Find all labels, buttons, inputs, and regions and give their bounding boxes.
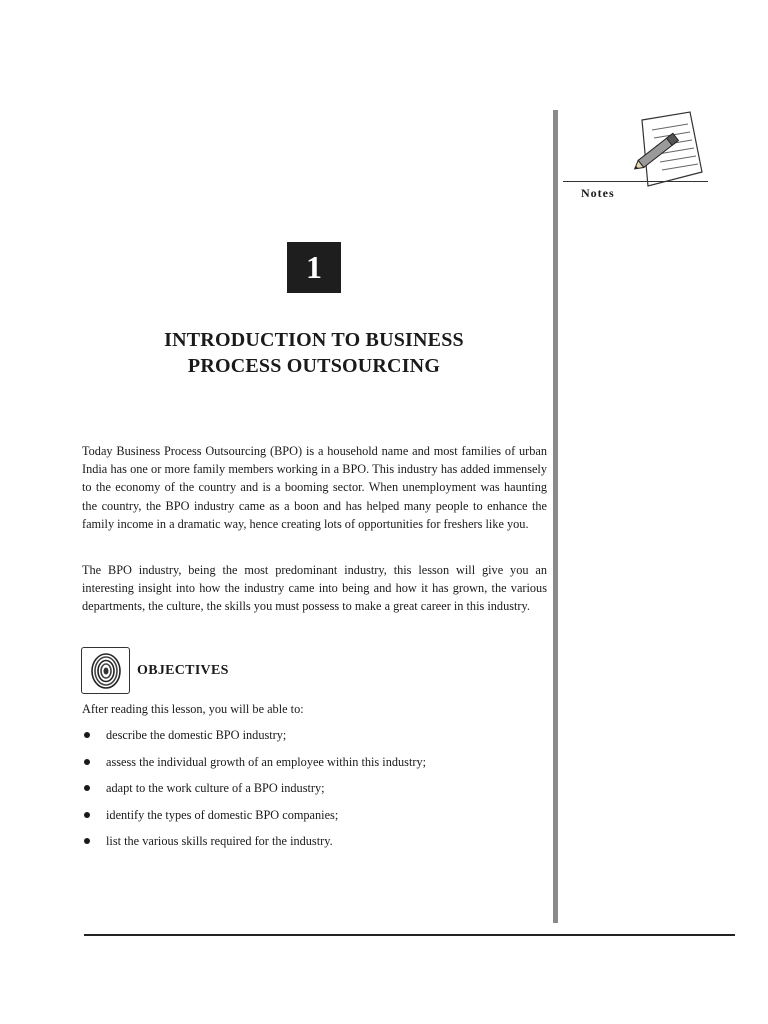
bullet-icon: [84, 812, 90, 818]
notepad-pencil-icon: [628, 110, 704, 190]
chapter-title-line1: INTRODUCTION TO BUSINESS: [164, 329, 464, 351]
objective-text: describe the domestic BPO industry;: [106, 728, 287, 742]
bullet-icon: [84, 838, 90, 844]
target-icon: [81, 647, 130, 694]
objective-text: adapt to the work culture of a BPO industry;: [106, 781, 325, 795]
chapter-title-line2: PROCESS OUTSOURCING: [187, 355, 441, 377]
intro-paragraph-1: Today Business Process Outsourcing (BPO) is a household name and most families of urban India has one or more family members working in a BPO. This industry has added immensely to the economy of the country and is a booming sector. When unemployment was haunting the country, the BPO industry came as a boon and has helped many people to enhance the family income in a dramatic way, hence creating lots of opportunities for freshers like you.: [82, 444, 547, 531]
chapter-number: 1: [287, 242, 341, 293]
notes-underline: [563, 181, 708, 182]
objective-text: identify the types of domestic BPO companies;: [106, 807, 339, 822]
list-item: [82, 807, 542, 834]
footer-rule: [84, 934, 735, 936]
bullet-icon: [84, 732, 90, 738]
objectives-intro: After reading this lesson, you will be able to:: [82, 702, 304, 716]
bullet-icon: [84, 785, 90, 791]
chapter-title: [84, 327, 544, 379]
list-item: [82, 780, 542, 807]
list-item: [82, 727, 542, 754]
objective-text: assess the individual growth of an employee within this industry;: [106, 754, 427, 769]
objectives-list: [82, 727, 542, 860]
list-item: [82, 833, 542, 860]
margin-divider: [553, 110, 558, 923]
notes-label: Notes: [581, 186, 615, 200]
intro-paragraph-2: The BPO industry, being the most predominant industry, this lesson will give you an interesting insight into how the industry came into being and how it has grown, the various departments, the culture, the skills you must possess to make a great career in this industry.: [82, 563, 547, 614]
objective-text: list the various skills required for the industry.: [106, 834, 333, 848]
list-item: [82, 754, 542, 781]
bullet-icon: [84, 759, 90, 765]
objectives-heading: OBJECTIVES: [137, 663, 229, 678]
